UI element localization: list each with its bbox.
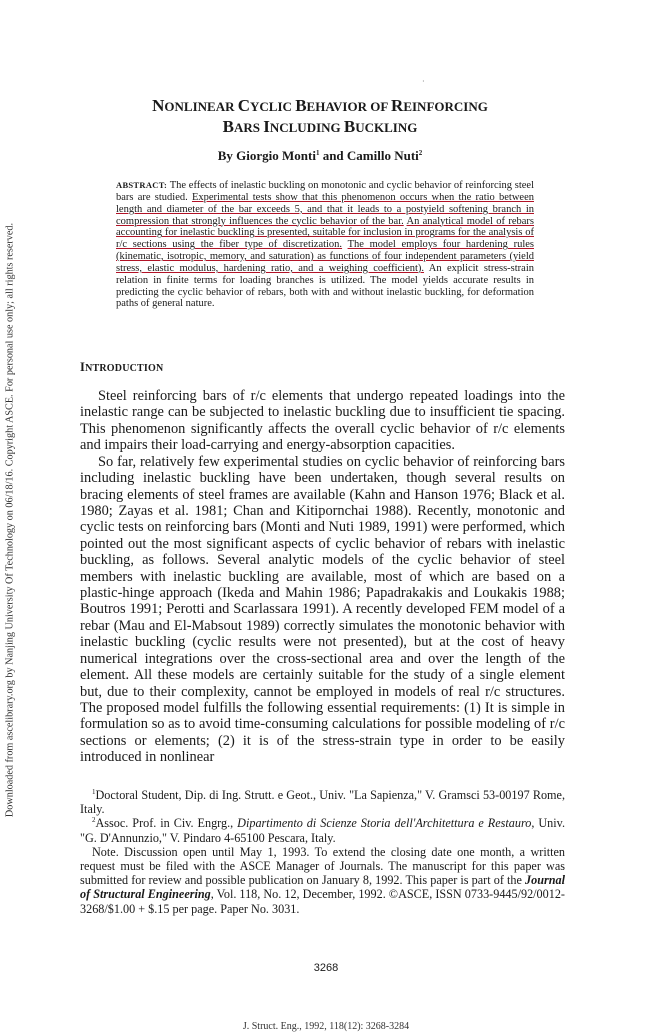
- download-watermark: [1, 150, 19, 890]
- footnote-2: $^2$Assoc. Prof. in Civ. Engrg., Dipartimento di Scienze Storia dell'Architettura e Restauro, Univ. "G. D'Annunzio," V. Pindaro 4-65100 Pescara, Italy.: [80, 816, 565, 845]
- journal-name: Journal of Structural Engineering: [80, 873, 565, 902]
- abstract-sentence: An explicit stress-strain relation in finite terms for loading branches is utilized. The model yields accurate results in predicting the cyclic behavior of rebars, both with and without inelastic buckling, for deformation paths of general nature.: [116, 262, 534, 310]
- abstract-label: ABSTRACT:: [116, 180, 168, 190]
- section-heading-introduction: INTRODUCTION: [80, 360, 164, 374]
- author-line: By Giorgio Monti$^1$ and Camillo Nuti$^2$: [217, 148, 423, 163]
- citation-footer: J. Struct. Eng., 1992, 118(12): 3268-3284: [242, 1021, 410, 1032]
- title-line-1: NONLINEAR CYCLIC BEHAVIOR OF REINFORCING: [152, 96, 488, 115]
- abstract-highlight: The model employs four hardening rules (kinematic, isotropic, memory, and saturation) as functions of four independent parameters (yield stress, elastic modulus, hardening ratio, and a weighing coefficient).: [116, 239, 534, 274]
- paper-title: [80, 96, 560, 138]
- page-number: 3268: [313, 962, 339, 974]
- introduction-body: [80, 388, 565, 766]
- body-paragraph: So far, relatively few experimental studies on cyclic behavior of reinforcing bars including inelastic buckling have been undertaken, though several results on bracing elements of steel frames are available (Kahn and Hanson 1976; Black et al. 1980; Zayas et al. 1981; Chan and Kitipornchai 1988). Recently, monotonic and cyclic tests on reinforcing bars (Monti and Nuti 1989, 1991) were performed, which pointed out the most significant aspects of cyclic behavior of rebars with inelastic buckling, as follows. Several analytic models of the cyclic behavior of steel members with inelastic buckling are available, most of which are based on a plastic-hinge approach (Ikeda and Mahin 1986; Papadrakakis and Loukakis 1988; Boutros 1991; Perotti and Scarlassara 1991). A recently developed FEM model of a rebar (Mau and El-Mabsout 1989) correctly simulates the monotonic behavior with inelastic buckling (cyclic results were not presented), but at the cost of heavy numerical integrations over the cross-sectional area and over the length of the element. All these models are certainly suitable for the study of a single element but, due to their complexity, cannot be employed in models of real r/c structures. The proposed model fulfills the following essential requirements: (1) It is simple in formulation so as to avoid time-consuming calculations for possible modeling of r/c sections or elements; (2) it is of the stress-strain type in order to be easily introduced in nonlinear: [80, 453, 565, 766]
- title-line-2: BARS INCLUDING BUCKLING: [222, 117, 418, 136]
- abstract-highlight: Experimental tests show that this phenomenon occurs when the ratio between length and diameter of the bar exceeds 5, and that it leads to a postyield softening branch in compression that strongly influences the cyclic behavior of the bar.: [116, 191, 534, 227]
- abstract: [116, 180, 534, 310]
- download-watermark-text: Downloaded from ascelibrary.org by Nanjing University Of Technology on 06/18/16. Copyright ASCE. For personal use only; all rights reserved.: [4, 222, 16, 818]
- abstract-sentence: The effects of inelastic buckling on monotonic and cyclic behavior of reinforcing steel bars are studied.: [116, 180, 534, 203]
- footnote-1: $^1$Doctoral Student, Dip. di Ing. Strutt. e Geot., Univ. "La Sapienza," V. Gramsci 53-00197 Rome, Italy.: [80, 788, 565, 817]
- body-paragraph: Steel reinforcing bars of r/c elements that undergo repeated loadings into the inelastic range can be subjected to inelastic buckling due to insufficient tie spacing. This phenomenon significantly affects the overall cyclic behavior of r/c elements and impairs their load-carrying and energy-absorption capacities.: [80, 388, 565, 454]
- abstract-highlight: An analytical model of rebars accounting for inelastic buckling is presented, suitable for inclusion in programs for the analysis of r/c sections using the fiber type of discretization.: [116, 215, 534, 251]
- discussion-note: Note. Discussion open until May 1, 1993. To extend the closing date one month, a written request must be filed with the ASCE Manager of Journals. The manuscript for this paper was submitted for review and possible publication on January 8, 1992. This paper is part of the Journal of Structural Engineering, Vol. 118, No. 12, December, 1992. ©ASCE, ISSN 0733-9445/92/0012-3268/$1.00 + $.15 per page. Paper No. 3031.: [80, 844, 565, 916]
- footnotes: [80, 788, 565, 916]
- stray-mark: ·: [422, 77, 425, 86]
